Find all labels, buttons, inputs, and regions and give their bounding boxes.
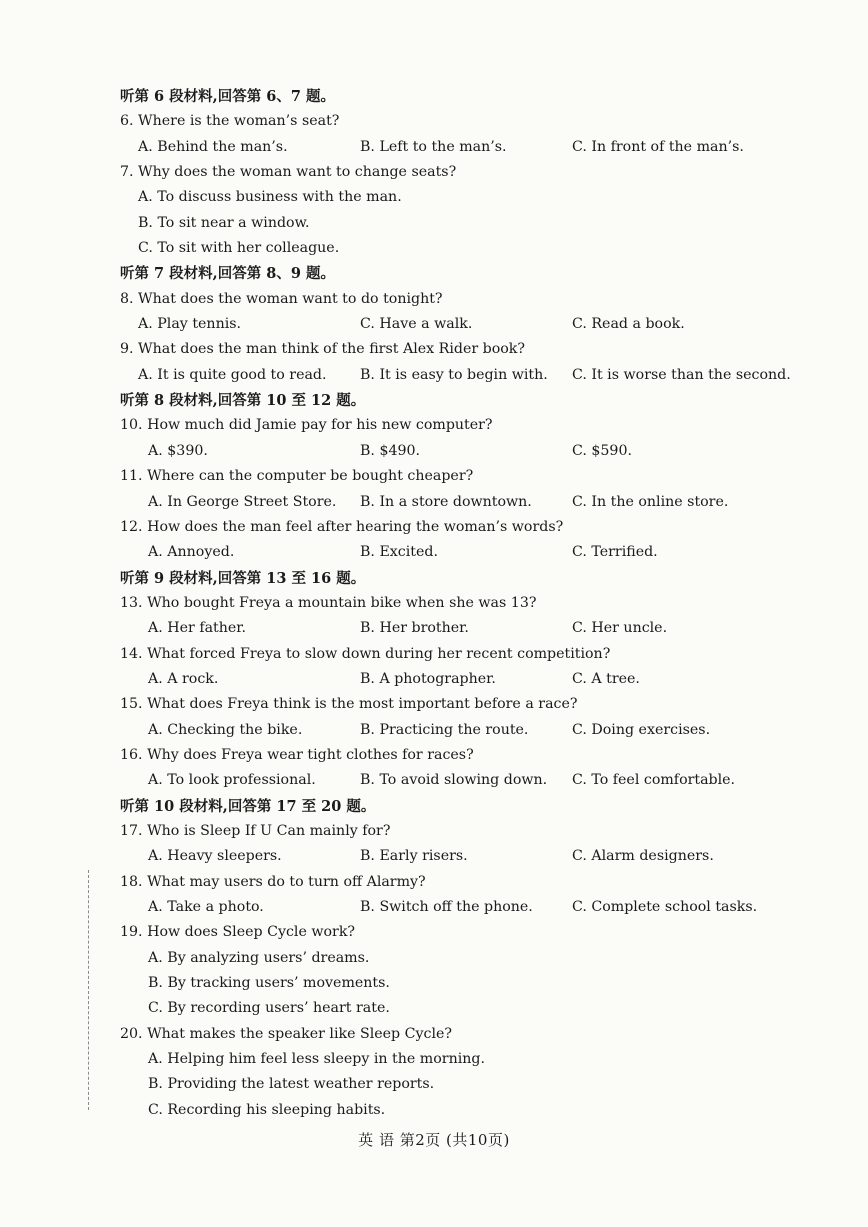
answer-option-b: B. A photographer. (360, 670, 496, 687)
answer-options-row (120, 667, 820, 692)
answer-option-b: C. Have a walk. (360, 316, 473, 333)
question-list (120, 84, 820, 1123)
answer-options-row (120, 312, 820, 337)
answer-option-b: B. Early risers. (360, 848, 468, 865)
question-stem: 6. Where is the woman’s seat? (120, 113, 340, 130)
question-stem: 13. Who bought Freya a mountain bike when she was 13? (120, 594, 537, 611)
question-stem: 16. Why does Freya wear tight clothes for races? (120, 746, 474, 763)
answer-option-b: B. It is easy to begin with. (360, 366, 548, 383)
answer-options-row (120, 718, 820, 743)
question-stem: 10. How much did Jamie pay for his new computer? (120, 417, 493, 434)
question-stem: 7. Why does the woman want to change seats? (120, 164, 457, 181)
answer-option-a: A. Heavy sleepers. (148, 848, 282, 865)
question-stem: 20. What makes the speaker like Sleep Cycle? (120, 1025, 452, 1042)
answer-option-c: C. A tree. (572, 670, 640, 687)
question-stem: 18. What may users do to turn off Alarmy? (120, 873, 426, 890)
answer-option-c: C. Doing exercises. (572, 721, 711, 738)
answer-option: A. Helping him feel less sleepy in the morning. (148, 1051, 485, 1068)
answer-option-b: B. To avoid slowing down. (360, 772, 548, 789)
question-stem: 14. What forced Freya to slow down during her recent competition? (120, 645, 611, 662)
answer-option: B. Providing the latest weather reports. (148, 1076, 435, 1093)
answer-options-row (120, 490, 820, 515)
answer-option: A. By analyzing users’ dreams. (148, 949, 370, 966)
answer-option-c: C. To feel comfortable. (572, 772, 736, 789)
question-stem: 11. Where can the computer be bought cheaper? (120, 468, 474, 485)
answer-option-c: C. $590. (572, 442, 632, 459)
answer-option-b: B. Practicing the route. (360, 721, 529, 738)
section-heading: 听第 8 段材料,回答第 10 至 12 题。 (120, 392, 366, 410)
answer-option-a: A. Behind the man’s. (138, 138, 288, 155)
answer-option-a: A. In George Street Store. (148, 493, 337, 510)
answer-option-a: A. To look professional. (148, 772, 316, 789)
answer-option: B. To sit near a window. (138, 214, 310, 231)
section-heading: 听第 9 段材料,回答第 13 至 16 题。 (120, 569, 366, 587)
question-stem: 15. What does Freya think is the most important before a race? (120, 696, 578, 713)
answer-option-a: A. Checking the bike. (148, 721, 303, 738)
section-heading: 听第 10 段材料,回答第 17 至 20 题。 (120, 797, 376, 815)
answer-option-b: B. Her brother. (360, 620, 469, 637)
section-heading: 听第 7 段材料,回答第 8、9 题。 (120, 265, 336, 283)
binding-margin-line (88, 870, 89, 1110)
question-stem: 19. How does Sleep Cycle work? (120, 924, 356, 941)
answer-option-a: A. $390. (148, 442, 208, 459)
answer-option-b: B. Excited. (360, 544, 438, 561)
answer-option-b: B. In a store downtown. (360, 493, 532, 510)
question-stem: 9. What does the man think of the first Alex Rider book? (120, 341, 526, 358)
question-stem: 8. What does the woman want to do tonight? (120, 290, 443, 307)
answer-option-b: B. Switch off the phone. (360, 899, 533, 915)
answer-option-c: C. Her uncle. (572, 620, 668, 637)
answer-option: C. By recording users’ heart rate. (148, 1000, 390, 1017)
section-heading: 听第 6 段材料,回答第 6、7 题。 (120, 88, 336, 105)
answer-option: A. To discuss business with the man. (138, 189, 402, 206)
answer-options-row (120, 135, 820, 160)
question-stem: 12. How does the man feel after hearing the woman’s words? (120, 518, 564, 535)
answer-option: C. To sit with her colleague. (138, 240, 340, 257)
answer-option-a: A. Take a photo. (148, 899, 264, 915)
answer-option-c: C. Complete school tasks. (572, 899, 758, 915)
answer-option-a: A. Annoyed. (148, 544, 235, 561)
answer-options-row (120, 768, 820, 793)
answer-option-a: A. A rock. (148, 670, 219, 687)
answer-option-c: C. In front of the man’s. (572, 138, 744, 155)
answer-option-a: A. It is quite good to read. (138, 366, 327, 383)
answer-options-row (120, 616, 820, 641)
answer-option-b: B. $490. (360, 442, 421, 459)
answer-options-row (120, 439, 820, 464)
answer-option-b: B. Left to the man’s. (360, 138, 507, 155)
answer-option: B. By tracking users’ movements. (148, 975, 390, 992)
answer-options-row (120, 844, 820, 869)
question-stem: 17. Who is Sleep If U Can mainly for? (120, 822, 391, 839)
answer-options-row (120, 540, 820, 565)
answer-option-c: C. In the online store. (572, 493, 729, 510)
answer-option-a: A. Play tennis. (138, 316, 242, 333)
answer-option: C. Recording his sleeping habits. (148, 1101, 386, 1118)
answer-option-c: C. Terrified. (572, 544, 658, 561)
answer-option-c: C. Alarm designers. (572, 848, 714, 865)
answer-option-c: C. Read a book. (572, 316, 685, 333)
page-footer: 英 语 第2页 (共10页) (358, 1131, 510, 1149)
answer-option-a: A. Her father. (148, 620, 247, 637)
answer-option-c: C. It is worse than the second. (572, 366, 791, 383)
answer-options-row (120, 895, 820, 920)
answer-options-row (120, 363, 820, 388)
